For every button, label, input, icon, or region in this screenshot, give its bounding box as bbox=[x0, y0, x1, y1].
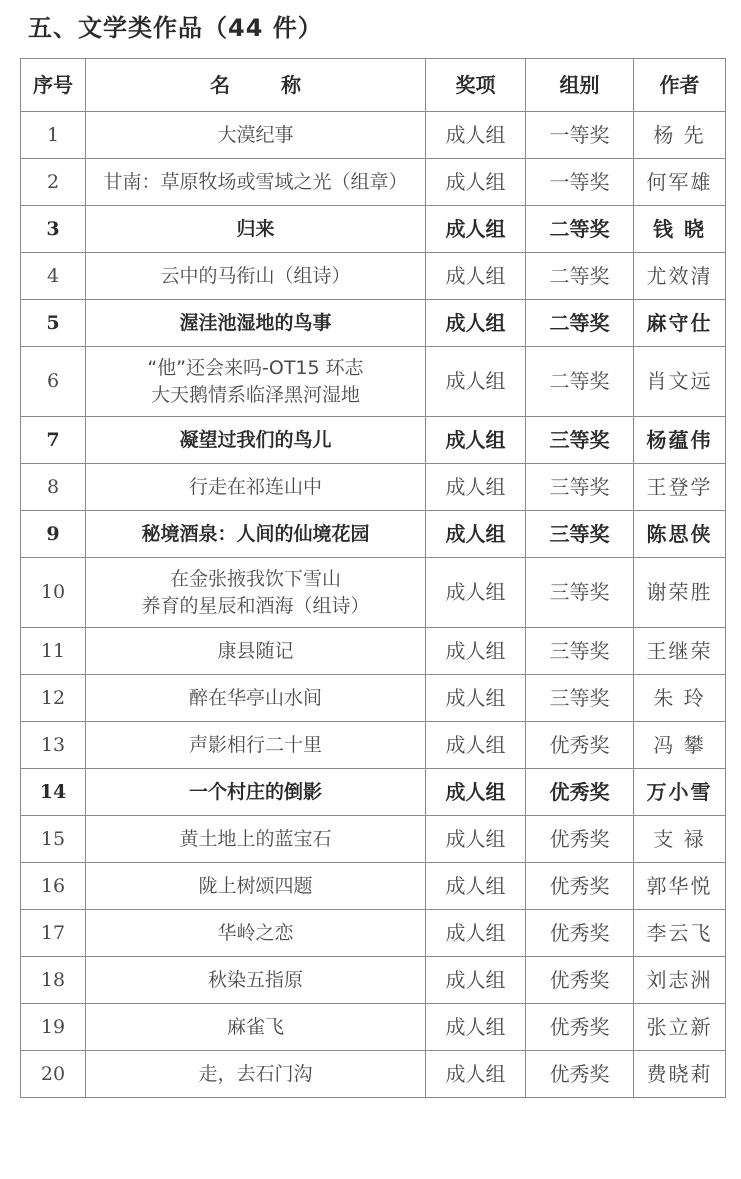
cell-group: 三等奖 bbox=[526, 558, 634, 628]
table-row bbox=[21, 1004, 726, 1051]
work-title-line: 醉在华亭山水间 bbox=[188, 686, 322, 709]
column-header-award: 奖项 bbox=[426, 59, 526, 112]
cell-no: 6 bbox=[21, 347, 86, 417]
cell-no: 7 bbox=[21, 417, 86, 464]
cell-no: 18 bbox=[21, 957, 86, 1004]
cell-no: 15 bbox=[21, 816, 86, 863]
cell-no: 12 bbox=[21, 675, 86, 722]
cell-author: 尤效清 bbox=[634, 253, 726, 300]
cell-name bbox=[86, 628, 426, 675]
work-title-line: 在金张掖我饮下雪山 bbox=[169, 567, 341, 590]
table-row bbox=[21, 347, 726, 417]
work-title-line: 康县随记 bbox=[217, 639, 294, 662]
table-row bbox=[21, 206, 726, 253]
table-row bbox=[21, 1051, 726, 1098]
cell-name bbox=[86, 816, 426, 863]
cell-award: 成人组 bbox=[426, 722, 526, 769]
cell-no: 9 bbox=[21, 511, 86, 558]
cell-name bbox=[86, 910, 426, 957]
cell-group: 优秀奖 bbox=[526, 1051, 634, 1098]
cell-author: 杨蕴伟 bbox=[634, 417, 726, 464]
work-title-line: 大天鹅情系临泽黑河湿地 bbox=[150, 383, 360, 406]
cell-name bbox=[86, 863, 426, 910]
cell-name bbox=[86, 769, 426, 816]
cell-name bbox=[86, 206, 426, 253]
cell-group: 优秀奖 bbox=[526, 769, 634, 816]
work-title-line: “他”还会来吗-OT15 环志 bbox=[147, 356, 364, 379]
cell-name bbox=[86, 1051, 426, 1098]
cell-group: 优秀奖 bbox=[526, 816, 634, 863]
cell-author: 王继荣 bbox=[634, 628, 726, 675]
table-body bbox=[21, 112, 726, 1098]
table-row bbox=[21, 558, 726, 628]
work-title-line: 秋染五指原 bbox=[207, 968, 303, 991]
table-row bbox=[21, 112, 726, 159]
cell-author: 费晓莉 bbox=[634, 1051, 726, 1098]
cell-name bbox=[86, 957, 426, 1004]
work-title-line: 黄土地上的蓝宝石 bbox=[179, 827, 332, 850]
table-row bbox=[21, 417, 726, 464]
table-row bbox=[21, 675, 726, 722]
table-row bbox=[21, 816, 726, 863]
cell-author: 王登学 bbox=[634, 464, 726, 511]
work-title-line: 归来 bbox=[236, 217, 275, 240]
table-row bbox=[21, 628, 726, 675]
cell-name bbox=[86, 558, 426, 628]
cell-name bbox=[86, 511, 426, 558]
cell-award: 成人组 bbox=[426, 112, 526, 159]
cell-name bbox=[86, 675, 426, 722]
table-row bbox=[21, 253, 726, 300]
cell-group: 三等奖 bbox=[526, 464, 634, 511]
cell-group: 优秀奖 bbox=[526, 957, 634, 1004]
work-title-line: 秘境酒泉：人间的仙境花园 bbox=[141, 522, 370, 545]
table-row bbox=[21, 159, 726, 206]
cell-author: 张立新 bbox=[634, 1004, 726, 1051]
cell-award: 成人组 bbox=[426, 1004, 526, 1051]
cell-award: 成人组 bbox=[426, 910, 526, 957]
cell-no: 16 bbox=[21, 863, 86, 910]
cell-author: 陈思侠 bbox=[634, 511, 726, 558]
cell-group: 三等奖 bbox=[526, 417, 634, 464]
cell-group: 二等奖 bbox=[526, 253, 634, 300]
table-header-row bbox=[21, 59, 726, 112]
cell-name bbox=[86, 722, 426, 769]
cell-award: 成人组 bbox=[426, 816, 526, 863]
cell-group: 二等奖 bbox=[526, 206, 634, 253]
work-title-line: 走，去石门沟 bbox=[198, 1062, 313, 1085]
work-title-line: 声影相行二十里 bbox=[188, 733, 322, 756]
cell-name bbox=[86, 300, 426, 347]
cell-name bbox=[86, 1004, 426, 1051]
table-row bbox=[21, 464, 726, 511]
work-title-line: 大漠纪事 bbox=[217, 123, 294, 146]
column-header-author: 作者 bbox=[634, 59, 726, 112]
cell-no: 5 bbox=[21, 300, 86, 347]
table-row bbox=[21, 957, 726, 1004]
cell-no: 1 bbox=[21, 112, 86, 159]
cell-group: 一等奖 bbox=[526, 112, 634, 159]
cell-name bbox=[86, 464, 426, 511]
cell-author: 谢荣胜 bbox=[634, 558, 726, 628]
column-header-name-text: 名 称 bbox=[210, 72, 323, 97]
work-title-line: 麻雀飞 bbox=[226, 1015, 284, 1038]
cell-no: 11 bbox=[21, 628, 86, 675]
cell-author: 麻守仕 bbox=[634, 300, 726, 347]
work-title-line: 养育的星辰和酒海（组诗） bbox=[141, 594, 370, 617]
cell-group: 三等奖 bbox=[526, 675, 634, 722]
cell-author: 何军雄 bbox=[634, 159, 726, 206]
cell-award: 成人组 bbox=[426, 347, 526, 417]
cell-author: 杨 先 bbox=[634, 112, 726, 159]
cell-award: 成人组 bbox=[426, 628, 526, 675]
cell-group: 优秀奖 bbox=[526, 863, 634, 910]
cell-award: 成人组 bbox=[426, 159, 526, 206]
work-title-line: 甘南：草原牧场或雪域之光（组章） bbox=[103, 170, 408, 193]
column-header-name bbox=[86, 59, 426, 112]
cell-award: 成人组 bbox=[426, 957, 526, 1004]
cell-name bbox=[86, 347, 426, 417]
cell-award: 成人组 bbox=[426, 511, 526, 558]
cell-no: 4 bbox=[21, 253, 86, 300]
work-title-line: 华岭之恋 bbox=[217, 921, 294, 944]
cell-author: 李云飞 bbox=[634, 910, 726, 957]
cell-name bbox=[86, 112, 426, 159]
cell-group: 优秀奖 bbox=[526, 910, 634, 957]
cell-group: 三等奖 bbox=[526, 628, 634, 675]
cell-no: 13 bbox=[21, 722, 86, 769]
cell-name bbox=[86, 417, 426, 464]
cell-group: 二等奖 bbox=[526, 300, 634, 347]
cell-group: 优秀奖 bbox=[526, 722, 634, 769]
table-row bbox=[21, 511, 726, 558]
cell-no: 10 bbox=[21, 558, 86, 628]
cell-no: 2 bbox=[21, 159, 86, 206]
cell-award: 成人组 bbox=[426, 675, 526, 722]
cell-author: 刘志洲 bbox=[634, 957, 726, 1004]
cell-author: 冯 攀 bbox=[634, 722, 726, 769]
cell-author: 郭华悦 bbox=[634, 863, 726, 910]
cell-author: 钱 晓 bbox=[634, 206, 726, 253]
cell-award: 成人组 bbox=[426, 1051, 526, 1098]
work-title-line: 一个村庄的倒影 bbox=[188, 780, 322, 803]
table-row bbox=[21, 863, 726, 910]
cell-award: 成人组 bbox=[426, 206, 526, 253]
cell-group: 优秀奖 bbox=[526, 1004, 634, 1051]
table-row bbox=[21, 722, 726, 769]
work-title-line: 凝望过我们的鸟儿 bbox=[179, 428, 332, 451]
table-row bbox=[21, 769, 726, 816]
cell-award: 成人组 bbox=[426, 253, 526, 300]
cell-award: 成人组 bbox=[426, 558, 526, 628]
cell-no: 8 bbox=[21, 464, 86, 511]
cell-author: 肖文远 bbox=[634, 347, 726, 417]
cell-award: 成人组 bbox=[426, 300, 526, 347]
cell-name bbox=[86, 253, 426, 300]
cell-name bbox=[86, 159, 426, 206]
table-row bbox=[21, 300, 726, 347]
work-title-line: 渥洼池湿地的鸟事 bbox=[179, 311, 332, 334]
cell-award: 成人组 bbox=[426, 769, 526, 816]
cell-no: 14 bbox=[21, 769, 86, 816]
cell-no: 3 bbox=[21, 206, 86, 253]
cell-no: 19 bbox=[21, 1004, 86, 1051]
cell-award: 成人组 bbox=[426, 464, 526, 511]
cell-no: 17 bbox=[21, 910, 86, 957]
cell-author: 支 禄 bbox=[634, 816, 726, 863]
cell-group: 三等奖 bbox=[526, 511, 634, 558]
work-title-line: 行走在祁连山中 bbox=[188, 475, 322, 498]
column-header-group: 组别 bbox=[526, 59, 634, 112]
column-header-no: 序号 bbox=[21, 59, 86, 112]
work-title-line: 云中的马衔山（组诗） bbox=[160, 264, 351, 287]
literature-awards-table bbox=[20, 58, 726, 1098]
cell-group: 二等奖 bbox=[526, 347, 634, 417]
section-heading: 五、文学类作品（44 件） bbox=[28, 14, 323, 42]
work-title-line: 陇上树颂四题 bbox=[198, 874, 313, 897]
table-row bbox=[21, 910, 726, 957]
cell-group: 一等奖 bbox=[526, 159, 634, 206]
cell-author: 朱 玲 bbox=[634, 675, 726, 722]
cell-no: 20 bbox=[21, 1051, 86, 1098]
cell-award: 成人组 bbox=[426, 863, 526, 910]
cell-award: 成人组 bbox=[426, 417, 526, 464]
cell-author: 万小雪 bbox=[634, 769, 726, 816]
